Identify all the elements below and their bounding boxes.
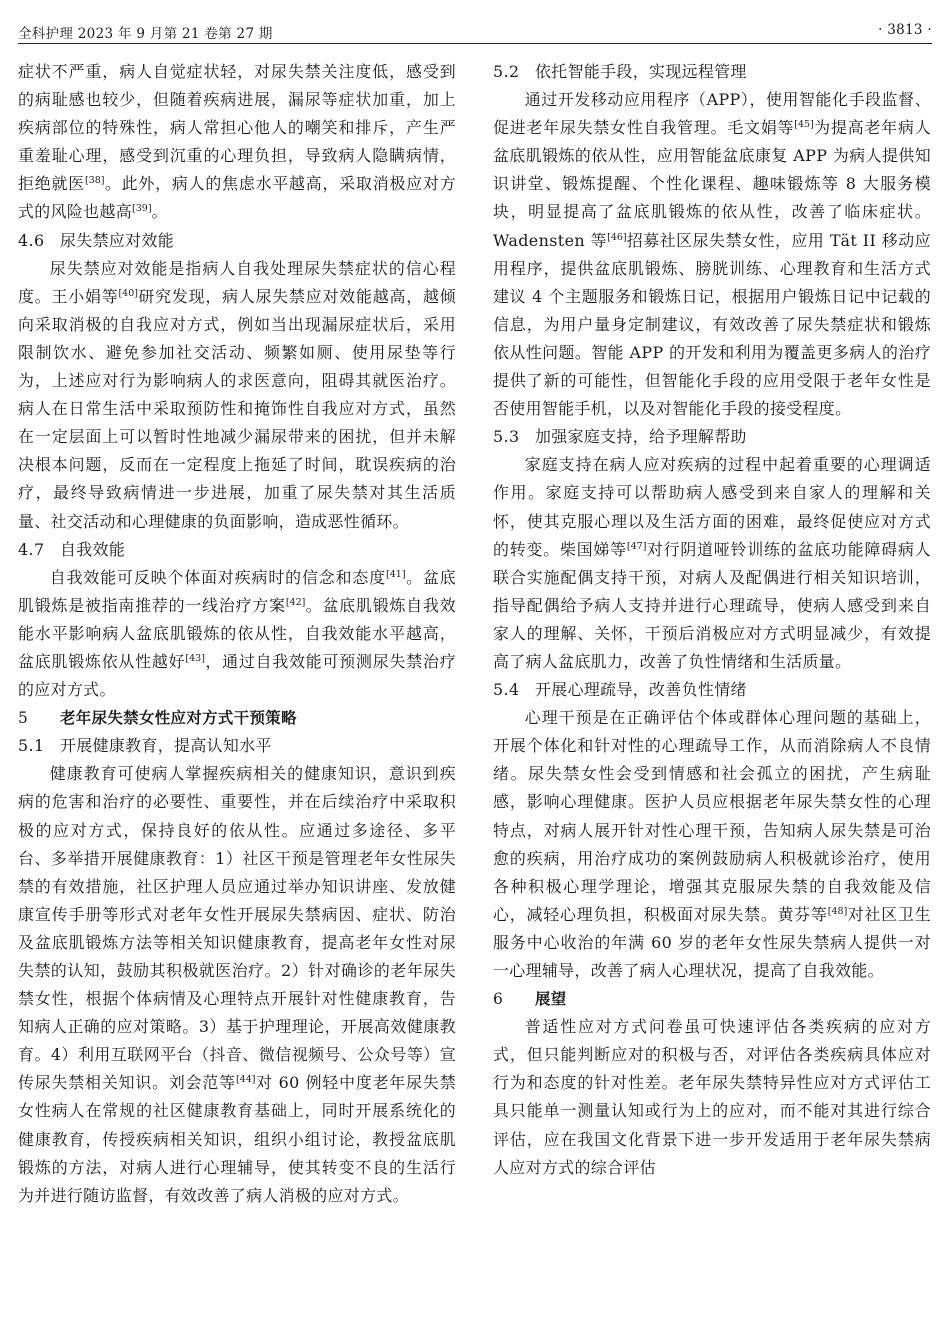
paragraph: 普适性应对方式问卷虽可快速评估各类疾病的应对方式，但只能判断应对的积极与否，对评估各类疾病具体应对行为和态度的针对性差。老年尿失禁特异性应对方式评估工具只能单一测量认知或行为上的应对，而不能对其进行综合评估，应在我国文化背景下进一步开发适用于老年尿失禁病人应对方式的综合评估 <box>493 1017 931 1177</box>
section-heading-5-1: 5.1 开展健康教育，提高认知水平 <box>18 736 272 756</box>
citation: [40] <box>118 287 138 299</box>
paragraph: 家庭支持在病人应对疾病的过程中起着重要的心理调适作用。家庭支持可以帮助病人感受到来自家人的理解和关怀，使其克服心理以及生活方面的困难，最终促使应对方式的转变。柴国娣等[47]对行阴道哑铃训练的盆底功能障碍病人联合实施配偶支持干预，对病人及配偶进行相关知识培训，指导配偶给予病人支持并进行心理疏导，使病人感受到来自家人的理解、关怀，干预后消极应对方式明显减少，有效提高了病人盆底肌力，改善了负性情绪和生活质量。 <box>493 455 931 671</box>
citation: [46] <box>607 231 627 243</box>
citation: [41] <box>386 568 406 580</box>
header-rule <box>18 43 932 44</box>
right-column <box>493 58 931 1319</box>
page-number: · 3813 · <box>878 22 932 38</box>
citation: [48] <box>827 905 848 917</box>
section-heading-5-2: 5.2 依托智能手段，实现远程管理 <box>493 62 747 81</box>
paragraph: 自我效能可反映个体面对疾病时的信念和态度[41]。盆底肌锻炼是被指南推荐的一线治疗方案[42]。盆底肌锻炼自我效能水平影响病人盆底肌锻炼的依从性，自我效能水平越高，盆底肌锻炼依从性越好[43]，通过自我效能可预测尿失禁治疗的应对方式。 <box>18 567 456 700</box>
paragraph: 尿失禁应对效能是指病人自我处理尿失禁症状的信心程度。王小娟等[40]研究发现，病人尿失禁应对效能越高，越倾向采取消极的自我应对方式，例如当出现漏尿症状后，采用限制饮水、避免参加社交活动、频繁如厕、使用尿垫等行为，上述应对行为影响病人的求医意向，阻碍其就医治疗。病人在日常生活中采取预防性和掩饰性自我应对方式，虽然在一定层面上可以暂时性地减少漏尿带来的困扰，但并未解决根本问题，反而在一定程度上拖延了时间，耽误疾病的治疗，最终导致病情进一步进展，加重了尿失禁对其生活质量、社交活动和心理健康的负面影响，造成恶性循环。 <box>18 258 456 531</box>
citation: [39] <box>132 203 152 215</box>
running-header <box>18 14 932 44</box>
section-heading-4-6: 4.6 尿失禁应对效能 <box>18 230 175 250</box>
section-heading-4-7: 4.7 自我效能 <box>18 539 126 559</box>
citation: [43] <box>185 652 205 664</box>
paragraph: 通过开发移动应用程序（APP），使用智能化手段监督、促进老年尿失禁女性自我管理。毛文娟等[45]为提高老年病人盆底肌锻炼的依从性，应用智能盆底康复 APP 为病人提供知识讲堂、锻炼提醒、个性化课程、趣味锻炼等 8 大服务模块，明显提高了盆底肌锻炼的依从性，改善了临床症状。Wadensten 等[46]招募社区尿失禁女性，应用 Tät II 移动应用程序，提供盆底肌锻炼、膀胱训练、心理教育和生活方式建议 4 个主题服务和锻炼日记，根据用户锻炼日记中记载的信息，为用户量身定制建议，有效改善了尿失禁症状和锻炼依从性问题。智能 APP 的开发和利用为覆盖更多病人的治疗提供了新的可能性，但智能化手段的应用受限于老年女性是否使用智能手机，以及对智能化手段的接受程度。 <box>493 90 931 419</box>
section-heading-6: 6 展望 <box>493 990 567 1009</box>
section-heading-5: 5 老年尿失禁女性应对方式干预策略 <box>18 709 297 728</box>
citation: [47] <box>626 540 647 552</box>
citation: [44] <box>235 1074 256 1086</box>
paragraph: 心理干预是在正确评估个体或群体心理问题的基础上，开展个体化和针对性的心理疏导工作，从而消除病人不良情绪。尿失禁女性会受到情感和社会孤立的困扰，产生病耻感，影响心理健康。医护人员应根据老年尿失禁女性的心理特点，对病人展开针对性心理干预，告知病人尿失禁是可治愈的疾病，用治疗成功的案例鼓励病人积极就诊治疗，使用各种积极心理学理论，增强其克服尿失禁的自我效能及信心，减轻心理负担，积极面对尿失禁。黄芬等[48]对社区卫生服务中心收治的年满 60 岁的老年女性尿失禁病人提供一对一心理辅导，改善了病人心理状况，提高了自我效能。 <box>493 708 931 980</box>
section-heading-5-3: 5.3 加强家庭支持，给予理解帮助 <box>493 427 747 447</box>
left-column <box>18 58 456 1319</box>
journal-issue: 全科护理 2023 年 9 月第 21 卷第 27 期 <box>18 26 273 42</box>
citation: [38] <box>84 175 105 187</box>
section-heading-5-4: 5.4 开展心理疏导，改善负性情绪 <box>493 680 747 700</box>
citation: [42] <box>285 596 306 608</box>
continued-paragraph: 症状不严重，病人自觉症状轻，对尿失禁关注度低，感受到的病耻感也较少，但随着疾病进展，漏尿等症状加重，加上疾病部位的特殊性，病人常担心他人的嘲笑和排斥，产生严重羞耻心理，感受到沉重的心理负担，导致病人隐瞒病情，拒绝就医[38]。此外，病人的焦虑水平越高，采取消极应对方式的风险也越高[39]。 <box>18 62 456 222</box>
paragraph: 健康教育可使病人掌握疾病相关的健康知识，意识到疾病的危害和治疗的必要性、重要性，并在后续治疗中采取积极的应对方式，保持良好的依从性。应通过多途径、多平台、多举措开展健康教育：1）社区干预是管理老年女性尿失禁的有效措施，社区护理人员应通过举办知识讲座、发放健康宣传手册等形式对老年女性开展尿失禁病因、症状、防治及盆底肌锻炼方法等相关知识健康教育，提高老年女性对尿失禁的认知，鼓励其积极就医治疗。2）针对确诊的老年尿失禁女性，根据个体病情及心理特点开展针对性健康教育，告知病人正确的应对策略。3）基于护理理论，开展高效健康教育。4）利用互联网平台（抖音、微信视频号、公众号等）宣传尿失禁相关知识。刘会范等[44]对 60 例轻中度老年尿失禁女性病人在常规的社区健康教育基础上，同时开展系统化的健康教育，传授疾病相关知识，组织小组讨论，教授盆底肌锻炼的方法，对病人进行心理辅导，使其转变不良的生活行为并进行随访监督，有效改善了病人消极的应对方式。 <box>18 764 456 1205</box>
citation: [45] <box>794 119 814 131</box>
